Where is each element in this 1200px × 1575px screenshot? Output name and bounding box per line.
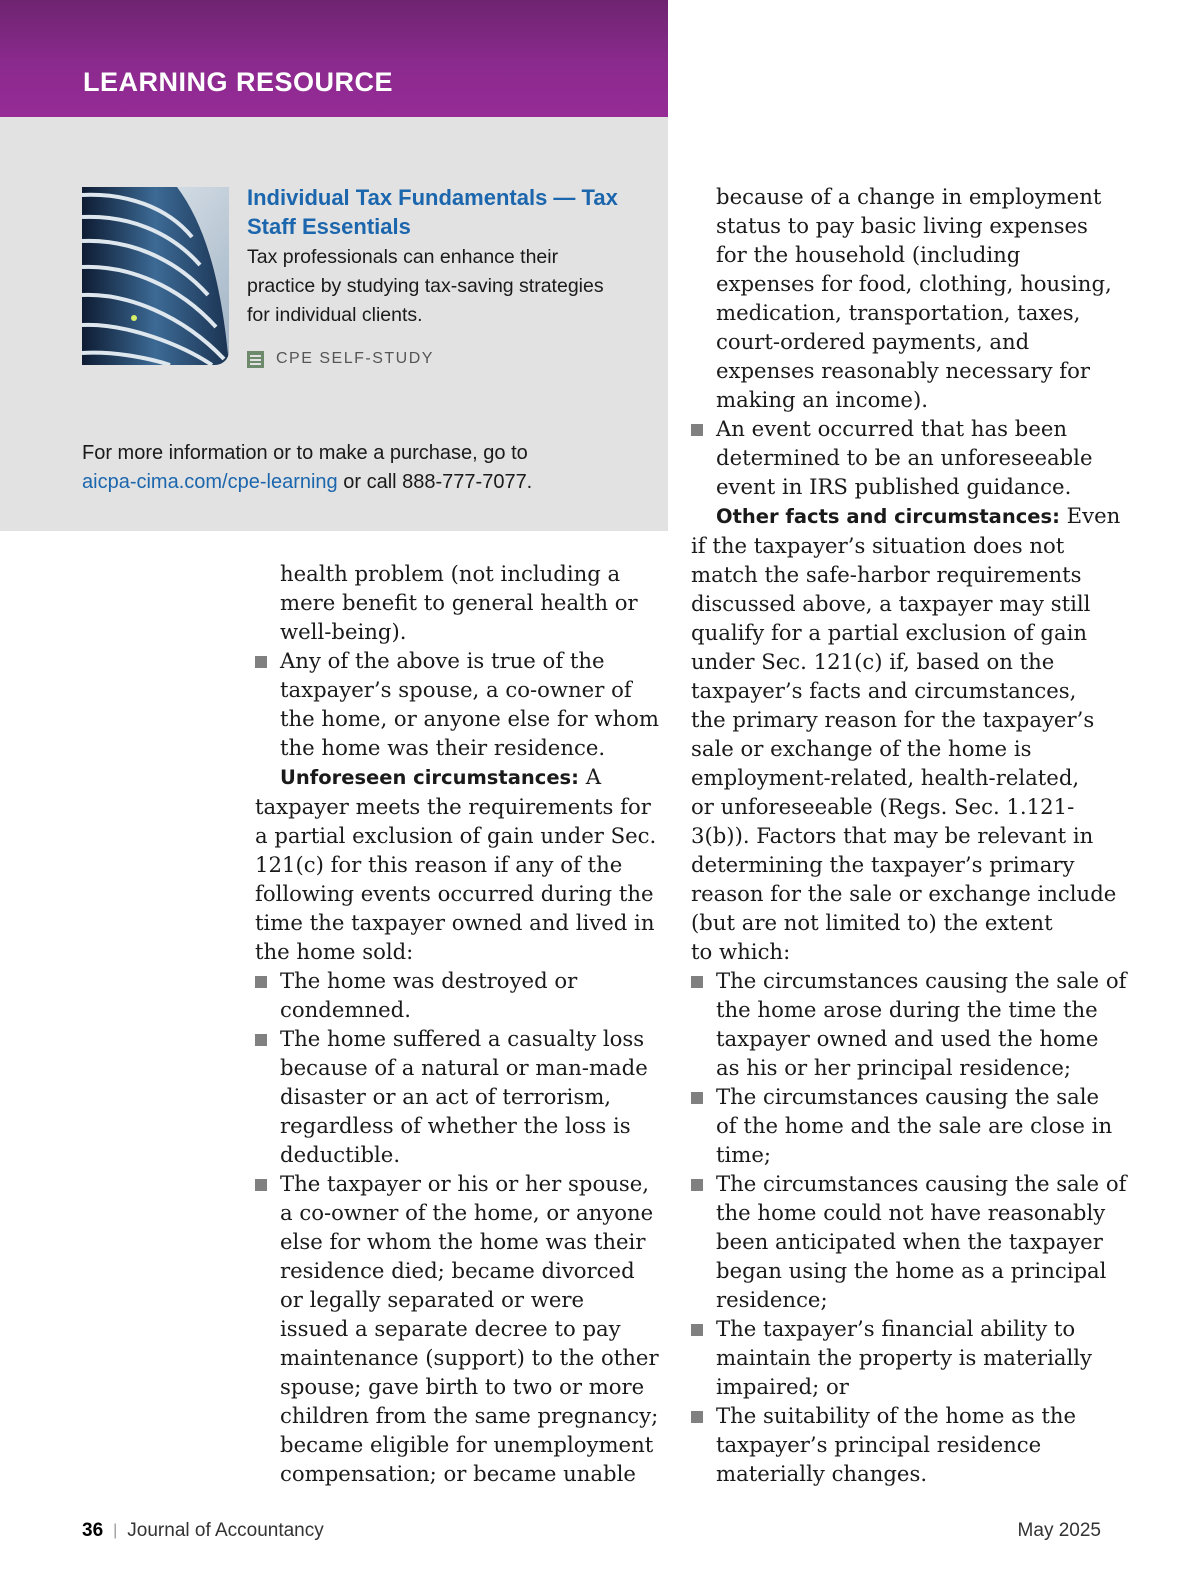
line-text: expenses for food, clothing, housing, (716, 271, 1112, 296)
info-line-1: For more information or to make a purchase, go to (82, 442, 528, 464)
text-line (255, 617, 675, 646)
line-text: The circumstances causing the sale of (716, 968, 1127, 993)
line-text: The taxpayer’s financial ability to (716, 1316, 1076, 1341)
line-text: health problem (not including a (280, 561, 621, 586)
line-text: children from the same pregnancy; (280, 1403, 659, 1428)
line-text: time; (716, 1142, 772, 1167)
line-text: taxpayer’s spouse, a co-owner of (280, 677, 632, 702)
text-line (255, 1256, 675, 1285)
course-title[interactable] (247, 183, 657, 241)
text-line (691, 327, 1146, 356)
line-text: the primary reason for the taxpayer’s (691, 707, 1095, 732)
text-line (255, 588, 675, 617)
line-text: Even (1059, 503, 1121, 528)
text-line (255, 1343, 675, 1372)
line-text: began using the home as a principal (716, 1258, 1107, 1283)
line-text: A (578, 764, 601, 789)
text-line (691, 560, 1146, 589)
text-line (255, 559, 675, 588)
line-text: deductible. (280, 1142, 401, 1167)
line-text: 3(b)). Factors that may be relevant in (691, 823, 1094, 848)
text-line (255, 850, 675, 879)
line-text: because of a natural or man-made (280, 1055, 648, 1080)
text-line (691, 356, 1146, 385)
text-line (255, 1401, 675, 1430)
info-phone: or call 888-777-7077. (337, 471, 533, 493)
line-text: a partial exclusion of gain under Sec. (255, 823, 657, 848)
learning-resource-box (0, 0, 668, 531)
bullet-item (255, 966, 675, 995)
line-text: The home suffered a casualty loss (280, 1026, 645, 1051)
text-line (255, 733, 675, 762)
article-column-left (255, 559, 675, 1488)
text-line (691, 763, 1146, 792)
text-line (691, 821, 1146, 850)
text-line (691, 1343, 1146, 1372)
text-line (255, 1227, 675, 1256)
line-text: An event occurred that has been (716, 416, 1068, 441)
text-line (255, 1053, 675, 1082)
text-line (691, 1285, 1146, 1314)
line-text: impaired; or (716, 1374, 849, 1399)
text-line (691, 647, 1146, 676)
line-text: discussed above, a taxpayer may still (691, 591, 1091, 616)
line-text: or legally separated or were (280, 1287, 585, 1312)
text-line (691, 1053, 1146, 1082)
text-line (255, 1459, 675, 1488)
text-line (691, 1256, 1146, 1285)
line-text: court-ordered payments, and (716, 329, 1030, 354)
text-line (691, 995, 1146, 1024)
text-line (691, 1198, 1146, 1227)
line-text: became eligible for unemployment (280, 1432, 654, 1457)
line-text: under Sec. 121(c) if, based on the (691, 649, 1055, 674)
text-line (691, 182, 1146, 211)
line-text: employment-related, health-related, (691, 765, 1080, 790)
text-line (691, 937, 1146, 966)
text-line (255, 995, 675, 1024)
text-line (691, 1372, 1146, 1401)
text-line (691, 298, 1146, 327)
line-text: 121(c) for this reason if any of the (255, 852, 623, 877)
page-number: 36 (82, 1520, 104, 1541)
text-line (255, 1372, 675, 1401)
line-text: status to pay basic living expenses (716, 213, 1088, 238)
line-text: taxpayer meets the requirements for (255, 794, 651, 819)
line-text: condemned. (280, 997, 411, 1022)
line-text: The suitability of the home as the (716, 1403, 1077, 1428)
text-line (255, 821, 675, 850)
line-text: to which: (691, 939, 791, 964)
run-in-heading: Unforeseen circumstances: (280, 766, 579, 789)
line-text: the home arose during the time the (716, 997, 1098, 1022)
line-text: The home was destroyed or (280, 968, 578, 993)
line-text: residence; (716, 1287, 828, 1312)
building-image (82, 187, 229, 365)
text-line (255, 1430, 675, 1459)
course-desc-line: practice by studying tax-saving strategies (247, 275, 604, 297)
text-line (691, 1430, 1146, 1459)
line-text: The circumstances causing the sale (716, 1084, 1100, 1109)
line-text: residence died; became divorced (280, 1258, 635, 1283)
text-line (255, 879, 675, 908)
line-text: medication, transportation, taxes, (716, 300, 1081, 325)
text-line (691, 240, 1146, 269)
line-text: time the taxpayer owned and lived in (255, 910, 655, 935)
line-text: disaster or an act of terrorism, (280, 1084, 612, 1109)
text-line (255, 908, 675, 937)
text-line (691, 676, 1146, 705)
line-text: the home sold: (255, 939, 414, 964)
bullet-item (691, 966, 1146, 995)
line-text: the home could not have reasonably (716, 1200, 1106, 1225)
line-text: taxpayer’s principal residence (716, 1432, 1042, 1457)
text-line (255, 704, 675, 733)
line-text: sale or exchange of the home is (691, 736, 1032, 761)
text-line (691, 531, 1146, 560)
text-line (691, 1140, 1146, 1169)
bullet-item (255, 646, 675, 675)
text-line (691, 443, 1146, 472)
text-line (255, 937, 675, 966)
line-text: match the safe-harbor requirements (691, 562, 1082, 587)
cpe-learning-link[interactable]: aicpa-cima.com/cpe-learning (82, 471, 338, 493)
line-text: spouse; gave birth to two or more (280, 1374, 645, 1399)
paragraph-heading (691, 501, 1146, 531)
footer-separator: | (113, 1522, 118, 1539)
text-line (691, 705, 1146, 734)
course-desc-line: Tax professionals can enhance their (247, 246, 559, 268)
text-line (691, 792, 1146, 821)
line-text: issued a separate decree to pay (280, 1316, 621, 1341)
course-title-line-2[interactable]: Staff Essentials (247, 214, 411, 239)
purchase-info (82, 439, 652, 497)
text-line (691, 1227, 1146, 1256)
text-line (691, 1111, 1146, 1140)
text-line (691, 908, 1146, 937)
line-text: materially changes. (716, 1461, 928, 1486)
line-text: determining the taxpayer’s primary (691, 852, 1075, 877)
line-text: for the household (including (716, 242, 1021, 267)
course-description (247, 243, 657, 330)
text-line (691, 734, 1146, 763)
document-list-icon (247, 351, 264, 368)
line-text: been anticipated when the taxpayer (716, 1229, 1103, 1254)
text-line (691, 385, 1146, 414)
cpe-badge (247, 347, 434, 371)
text-line (255, 1140, 675, 1169)
bullet-item (691, 1314, 1146, 1343)
bullet-item (255, 1024, 675, 1053)
issue-date: May 2025 (1017, 1520, 1101, 1541)
line-text: taxpayer’s facts and circumstances, (691, 678, 1077, 703)
line-text: The circumstances causing the sale of (716, 1171, 1127, 1196)
line-text: else for whom the home was their (280, 1229, 646, 1254)
line-text: the home, or anyone else for whom (280, 706, 660, 731)
bullet-item (255, 1169, 675, 1198)
line-text: mere benefit to general health or (280, 590, 638, 615)
line-text: expenses reasonably necessary for (716, 358, 1091, 383)
line-text: regardless of whether the loss is (280, 1113, 631, 1138)
course-desc-line: for individual clients. (247, 304, 423, 326)
text-line (691, 1459, 1146, 1488)
line-text: maintain the property is materially (716, 1345, 1092, 1370)
line-text: The taxpayer or his or her spouse, (280, 1171, 650, 1196)
text-line (255, 1082, 675, 1111)
run-in-heading: Other facts and circumstances: (716, 505, 1060, 528)
text-line (255, 1198, 675, 1227)
bullet-item (691, 1169, 1146, 1198)
journal-name: Journal of Accountancy (127, 1520, 324, 1541)
line-text: following events occurred during the (255, 881, 654, 906)
text-line (255, 675, 675, 704)
line-text: taxpayer owned and used the home (716, 1026, 1099, 1051)
cpe-label: CPE SELF-STUDY (276, 350, 434, 367)
line-text: or unforeseeable (Regs. Sec. 1.121- (691, 794, 1075, 819)
banner-title: LEARNING RESOURCE (83, 67, 394, 97)
text-line (691, 1024, 1146, 1053)
text-line (691, 589, 1146, 618)
article-column-right (691, 182, 1146, 1488)
text-line (691, 472, 1146, 501)
bullet-item (691, 414, 1146, 443)
line-text: making an income). (716, 387, 928, 412)
line-text: if the taxpayer’s situation does not (691, 533, 1065, 558)
bullet-item (691, 1082, 1146, 1111)
text-line (255, 1314, 675, 1343)
page-footer (82, 1518, 324, 1544)
line-text: (but are not limited to) the extent (691, 910, 1053, 935)
line-text: event in IRS published guidance. (716, 474, 1072, 499)
line-text: because of a change in employment (716, 184, 1102, 209)
line-text: maintenance (support) to the other (280, 1345, 659, 1370)
line-text: compensation; or became unable (280, 1461, 636, 1486)
line-text: well-being). (280, 619, 407, 644)
line-text: of the home and the sale are close in (716, 1113, 1113, 1138)
line-text: Any of the above is true of the (280, 648, 605, 673)
text-line (691, 618, 1146, 647)
line-text: reason for the sale or exchange include (691, 881, 1117, 906)
line-text: as his or her principal residence; (716, 1055, 1072, 1080)
course-thumbnail[interactable] (82, 187, 229, 365)
line-text: the home was their residence. (280, 735, 606, 760)
text-line (255, 1285, 675, 1314)
bullet-item (691, 1401, 1146, 1430)
line-text: a co-owner of the home, or anyone (280, 1200, 654, 1225)
text-line (691, 269, 1146, 298)
course-title-line-1[interactable]: Individual Tax Fundamentals — Tax (247, 185, 618, 210)
paragraph-heading (255, 762, 675, 792)
text-line (691, 211, 1146, 240)
text-line (691, 879, 1146, 908)
learning-resource-banner (0, 0, 668, 117)
line-text: determined to be an unforeseeable (716, 445, 1093, 470)
text-line (691, 850, 1146, 879)
line-text: qualify for a partial exclusion of gain (691, 620, 1088, 645)
text-line (255, 1111, 675, 1140)
text-line (255, 792, 675, 821)
